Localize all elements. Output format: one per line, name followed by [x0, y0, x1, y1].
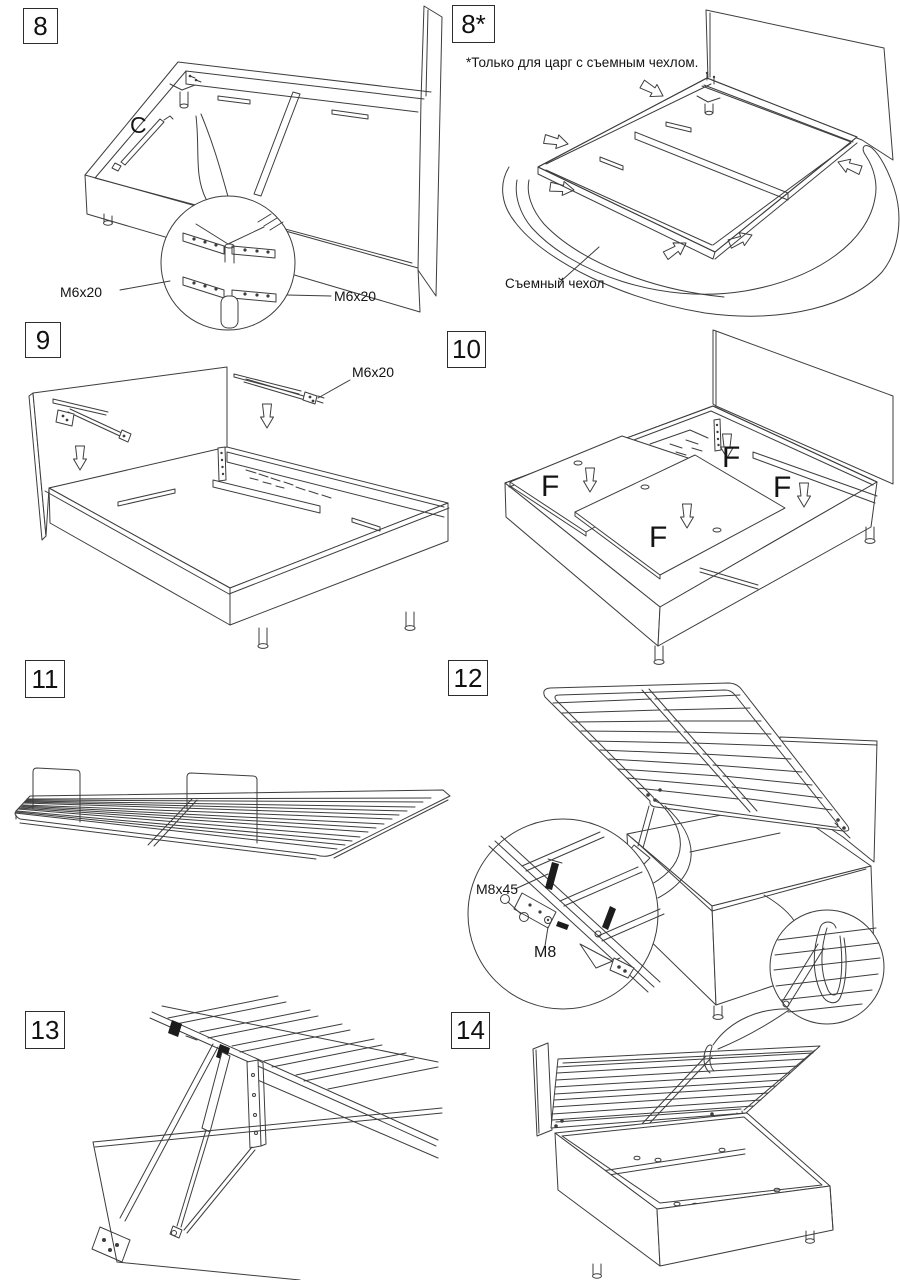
step-10-drawing — [505, 330, 893, 664]
step-8-number: 8 — [33, 10, 48, 41]
label-removable-cover: Съемный чехол — [505, 276, 605, 291]
step-8star-box — [452, 5, 495, 43]
label-m8: M8 — [534, 944, 557, 961]
note-removable-cover-only: *Только для царг с съемным чехлом. — [466, 55, 699, 70]
clamp-plate — [168, 1020, 182, 1037]
step-9-number: 9 — [35, 324, 51, 355]
step-10-number: 10 — [452, 334, 481, 364]
step-9-box — [25, 322, 61, 358]
step-13-box — [25, 1011, 65, 1049]
step-12-box — [448, 660, 488, 696]
step-13-drawing — [92, 996, 442, 1280]
lift-mechanism-right — [234, 374, 324, 404]
magnifier-circle-step8 — [161, 196, 295, 330]
press-arrow — [836, 155, 863, 176]
detail-circle-strap — [770, 910, 884, 1024]
gas-strut — [202, 1052, 230, 1132]
step-8star-number: 8* — [461, 8, 486, 39]
zoom-swoosh — [196, 114, 229, 200]
label-panel-f-1: F — [541, 470, 560, 503]
label-panel-f-3: F — [773, 471, 792, 504]
label-m6x20-right: M6x20 — [334, 288, 377, 304]
step-14-number: 14 — [456, 1015, 485, 1045]
press-arrow — [543, 132, 569, 151]
step-11-box — [25, 660, 65, 698]
step-9-drawing — [29, 367, 449, 648]
label-m6x20-step9: M6x20 — [352, 364, 395, 380]
step-13-number: 13 — [30, 1014, 60, 1045]
step-8-drawing — [85, 6, 442, 330]
press-arrow — [639, 78, 667, 102]
step-11-number: 11 — [31, 663, 59, 694]
step-14-drawing — [533, 1009, 833, 1278]
step-10-box — [447, 331, 486, 368]
step-12-drawing — [468, 683, 884, 1049]
label-panel-f-4: F — [649, 521, 668, 554]
step-12-number: 12 — [453, 662, 483, 693]
label-panel-f-2: F — [722, 441, 741, 474]
step-8-box — [23, 8, 58, 44]
step-11-drawing — [15, 768, 450, 859]
label-m8x45: M8x45 — [476, 881, 519, 897]
label-m6x20-left: M6x20 — [60, 284, 103, 300]
down-arrow — [261, 404, 274, 428]
label-strut-c: C — [130, 112, 147, 138]
step-14-box — [451, 1012, 490, 1049]
